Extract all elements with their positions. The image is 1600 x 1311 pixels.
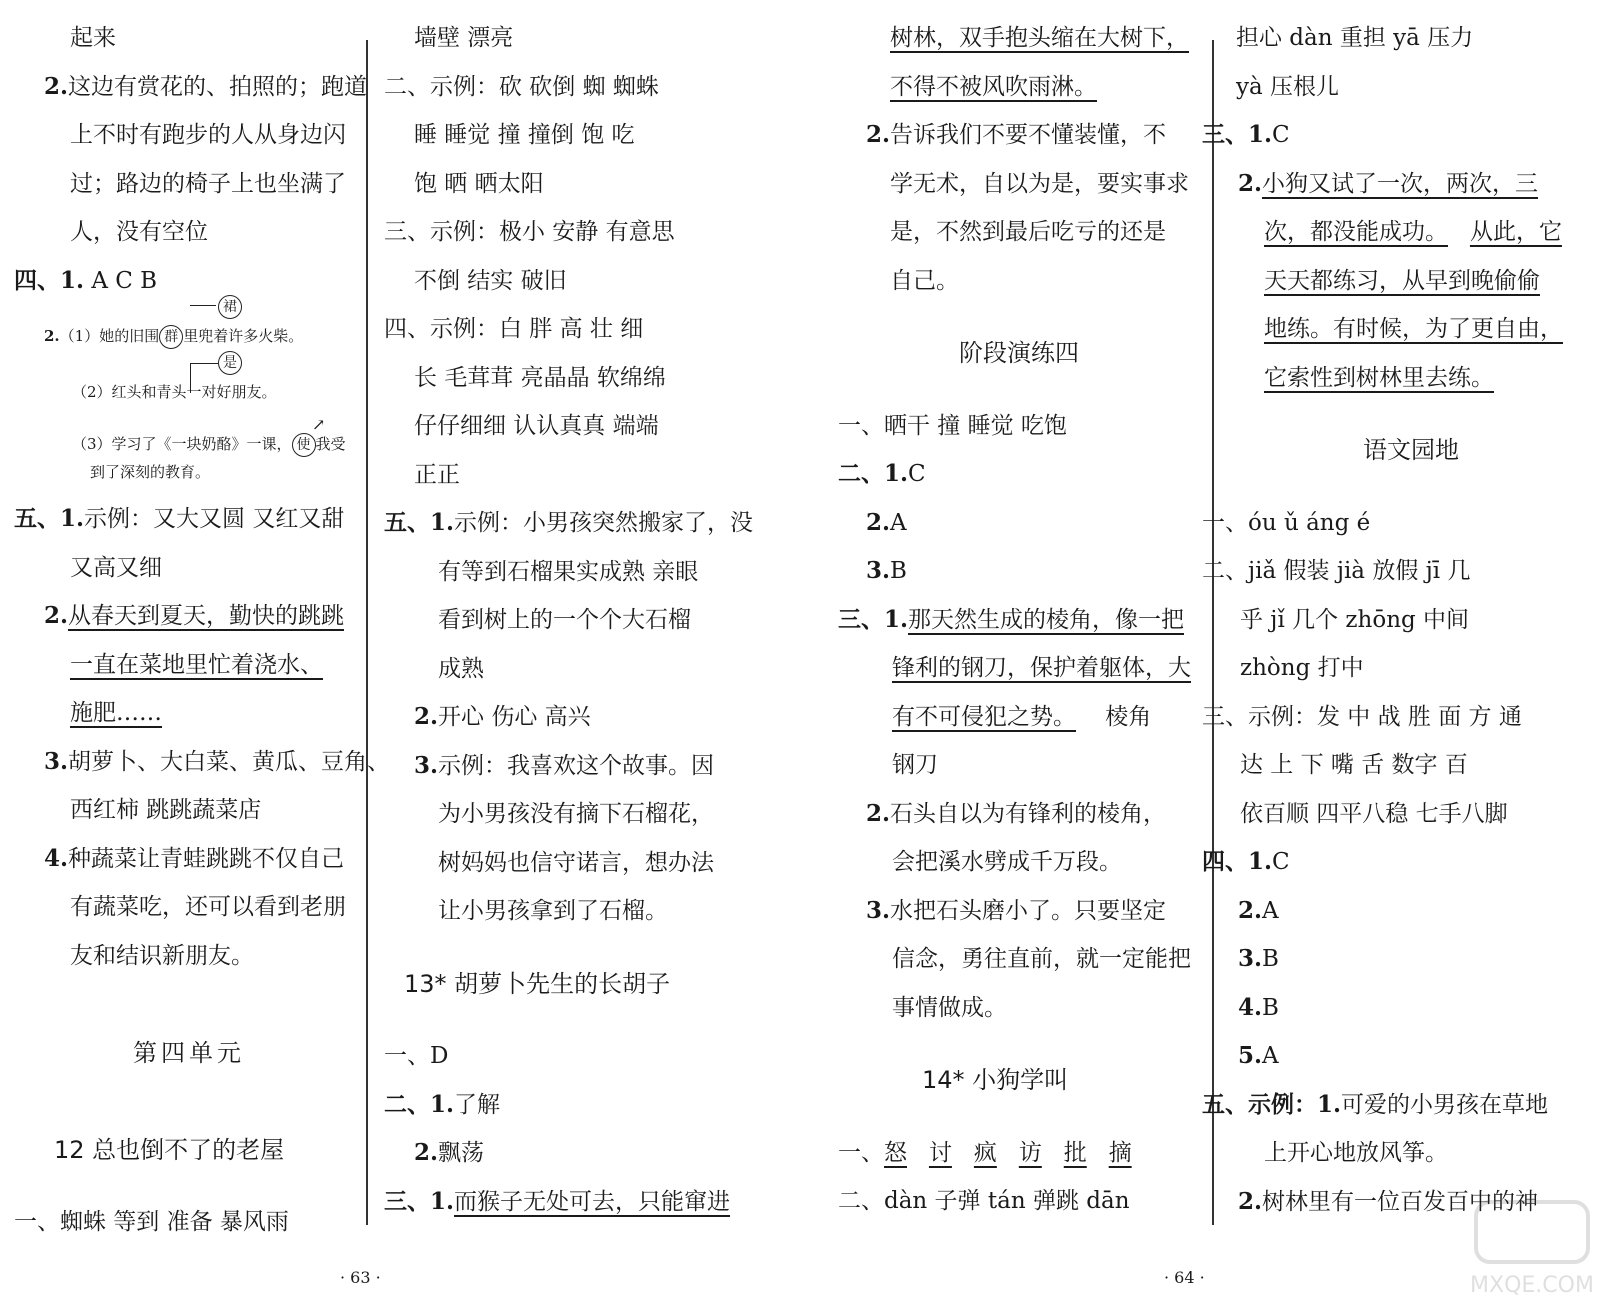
text-line: 成熟 <box>438 655 484 682</box>
text-line: 学无术，自以为是，要实事求 <box>890 170 1189 197</box>
lesson-heading: 14* 小狗学叫 <box>922 1066 1069 1094</box>
text-line: 锋利的钢刀，保护着躯体，大 <box>892 655 1191 681</box>
text-line: 依百顺 四平八稳 七手八脚 <box>1240 800 1508 827</box>
answer-line: 2.A <box>866 508 907 536</box>
text-line: 它索性到树林里去练。 <box>1264 364 1494 391</box>
text-line: 有等到石榴果实成熟 亲眼 <box>438 558 699 585</box>
answer-line: 二、1.了解 <box>384 1090 501 1118</box>
page-number-left: · 63 · <box>340 1268 381 1287</box>
answer-line: 2.飘荡 <box>414 1139 485 1166</box>
answer-line: 二、示例：砍 砍倒 蜘 蜘蛛 <box>384 73 659 100</box>
text-line: 长 毛茸茸 亮晶晶 软绵绵 <box>414 364 666 391</box>
answer-line: 五、示例：1.可爱的小男孩在草地 <box>1202 1090 1549 1118</box>
correction-char: 是 <box>218 351 242 375</box>
answer-line: 3.示例：我喜欢这个故事。因 <box>414 751 715 779</box>
text-line: 正正 <box>414 461 460 488</box>
column-divider <box>1212 40 1214 1225</box>
text-line: 起来 <box>70 25 116 51</box>
answer-line: 2.树林里有一位百发百中的神 <box>1238 1187 1539 1215</box>
answer-line: 二、1.C <box>838 460 926 487</box>
text-line: 自己。 <box>890 267 959 294</box>
answer-line: 3.B <box>866 557 907 584</box>
text-line: 墙壁 漂亮 <box>414 25 514 51</box>
answer-line: 五、1.示例：小男孩突然搬家了，没 <box>384 509 754 536</box>
text-line: 乎 jǐ 几个 zhōng 中间 <box>1240 606 1470 633</box>
answer-line: 2.石头自以为有锋利的棱角， <box>866 799 1167 827</box>
text-line: 有不可侵犯之势。 棱角 <box>892 703 1152 730</box>
answer-line: 4.B <box>1238 993 1279 1021</box>
column-3 <box>838 14 1200 1226</box>
text-line: 是，不然到最后吃亏的还是 <box>890 219 1166 245</box>
answer-line: 一、óu ǔ áng é <box>1202 509 1371 536</box>
correction-line-3: （3）学习了《一块奶酪》一课， 使 我受 到了深刻的教育。 ↗ <box>72 415 346 481</box>
lesson-heading: 13* 胡萝卜先生的长胡子 <box>404 969 671 998</box>
section-heading: 语文园地 <box>1363 436 1459 464</box>
unit-heading: 第四单元 <box>133 1038 245 1067</box>
answer-line: 一、D <box>384 1043 449 1069</box>
column-4 <box>1202 14 1594 1226</box>
answer-line: 五、1.示例：又大又圆 又红又甜 <box>14 505 345 532</box>
text-line: 地练。有时候，为了更自由， <box>1264 316 1563 342</box>
text-line: 事情做成。 <box>892 994 1007 1021</box>
text-line: 钢刀 <box>892 752 938 778</box>
answer-line: 四、1.C <box>1202 848 1290 875</box>
answer-line: 3.水把石头磨小了。只要坚定 <box>866 896 1167 924</box>
text-line: 一直在菜地里忙着浇水、 <box>70 651 323 678</box>
answer-line: 2.这边有赏花的、拍照的；跑道 <box>44 72 368 100</box>
correction-line-1: 裙 2.（1）她的旧围 群 里兜着许多火柴。 <box>14 305 364 363</box>
answer-line: 3.胡萝卜、大白菜、黄瓜、豆角、 <box>44 747 391 775</box>
text-line: 有蔬菜吃，还可以看到老朋 <box>70 894 346 920</box>
column-1 <box>14 14 391 1247</box>
text-line: 树妈妈也信守诺言，想办法 <box>438 849 714 876</box>
answer-line: 2.从春天到夏天，勤快的跳跳 <box>44 602 345 629</box>
text-line: 睡 睡觉 撞 撞倒 饱 吃 <box>414 122 635 148</box>
text-line: 达 上 下 嘴 舌 数字 百 <box>1240 752 1468 778</box>
text-line: 看到树上的一个个大石榴 <box>438 607 691 633</box>
text-line: 次，都没能成功。 从此，它 <box>1264 219 1562 245</box>
answer-line: 四、1. A C B <box>14 266 158 294</box>
column-2 <box>384 14 754 1226</box>
text-line: 为小男孩没有摘下石榴花， <box>438 801 714 827</box>
answer-line: 2.A <box>1238 896 1279 924</box>
answer-line: 一、怒 讨 疯 访 批 摘 <box>838 1139 1132 1166</box>
text-line: 担心 dàn 重担 yā 压力 <box>1236 25 1474 51</box>
section-heading: 阶段演练四 <box>959 339 1079 367</box>
text-line: 西红柿 跳跳蔬菜店 <box>70 797 262 823</box>
text-line: 信念，勇往直前，就一定能把 <box>892 946 1191 972</box>
answer-line: 3.B <box>1238 945 1279 972</box>
answer-line: 2.开心 伤心 高兴 <box>414 703 591 730</box>
circled-char: 使 <box>292 433 316 457</box>
column-divider <box>366 40 368 1225</box>
answer-line: 三、示例：极小 安静 有意思 <box>384 219 675 245</box>
correction-stroke <box>190 305 216 306</box>
page-number-right: · 64 · <box>1164 1268 1205 1287</box>
text-line: 上开心地放风筝。 <box>1264 1140 1448 1166</box>
answer-line: 三、1.而猴子无处可去，只能窜进 <box>384 1187 731 1215</box>
answer-line: 一、蜘蛛 等到 准备 暴风雨 <box>14 1209 289 1235</box>
text-line: 天天都练习，从早到晚偷偷 <box>1264 267 1540 294</box>
correction-line-2: 是 （2）红头和青头一对好朋友。 <box>14 363 364 421</box>
text-line: 让小男孩拿到了石榴。 <box>438 898 668 924</box>
deletion-mark: ↗ <box>312 415 326 434</box>
text-line: 人，没有空位 <box>70 219 208 245</box>
answer-line: 二、dàn 子弹 tán 弹跳 dān <box>838 1188 1130 1214</box>
answer-line: 5.A <box>1238 1042 1279 1069</box>
correction-char: 裙 <box>218 295 242 319</box>
text-line: 施肥…… <box>70 700 162 726</box>
text-line: 上不时有跑步的人从身边闪 <box>70 122 346 148</box>
answer-line: 2.小狗又试了一次，两次，三 <box>1238 169 1539 197</box>
text-line: 友和结识新朋友。 <box>70 942 254 969</box>
text-line: yà 压根儿 <box>1236 73 1340 100</box>
answer-line: 2.告诉我们不要不懂装懂，不 <box>866 121 1167 148</box>
text-line: 过；路边的椅子上也坐满了 <box>70 170 346 197</box>
lesson-heading: 12 总也倒不了的老屋 <box>54 1135 285 1164</box>
text-line: 不倒 结实 破旧 <box>414 267 567 294</box>
answer-line: 二、jiǎ 假装 jià 放假 jī 几 <box>1202 558 1471 584</box>
answer-line: 三、1.那天然生成的棱角，像一把 <box>838 605 1185 633</box>
text-line: 饱 晒 晒太阳 <box>414 170 544 197</box>
answer-line: 4.种蔬菜让青蛙跳跳不仅自己 <box>44 844 345 872</box>
answer-line: 四、示例：白 胖 高 壮 细 <box>384 316 644 342</box>
answer-line: 三、示例：发 中 战 胜 面 方 通 <box>1202 703 1522 730</box>
circled-char: 群 <box>159 325 183 349</box>
text-line: 会把溪水劈成千万段。 <box>892 849 1122 875</box>
text-line: 不得不被风吹雨淋。 <box>890 73 1097 100</box>
watermark-text: MXQE.COM <box>1470 1273 1594 1298</box>
text-line: 树林，双手抱头缩在大树下， <box>890 25 1189 51</box>
watermark-logo <box>1470 1196 1594 1304</box>
answer-line: 三、1.C <box>1202 121 1290 148</box>
text-line: zhòng 打中 <box>1240 655 1364 681</box>
text-line: 仔仔细细 认认真真 端端 <box>414 413 659 439</box>
answer-line: 一、晒干 撞 睡觉 吃饱 <box>838 412 1067 439</box>
text-line: 又高又细 <box>70 554 162 581</box>
